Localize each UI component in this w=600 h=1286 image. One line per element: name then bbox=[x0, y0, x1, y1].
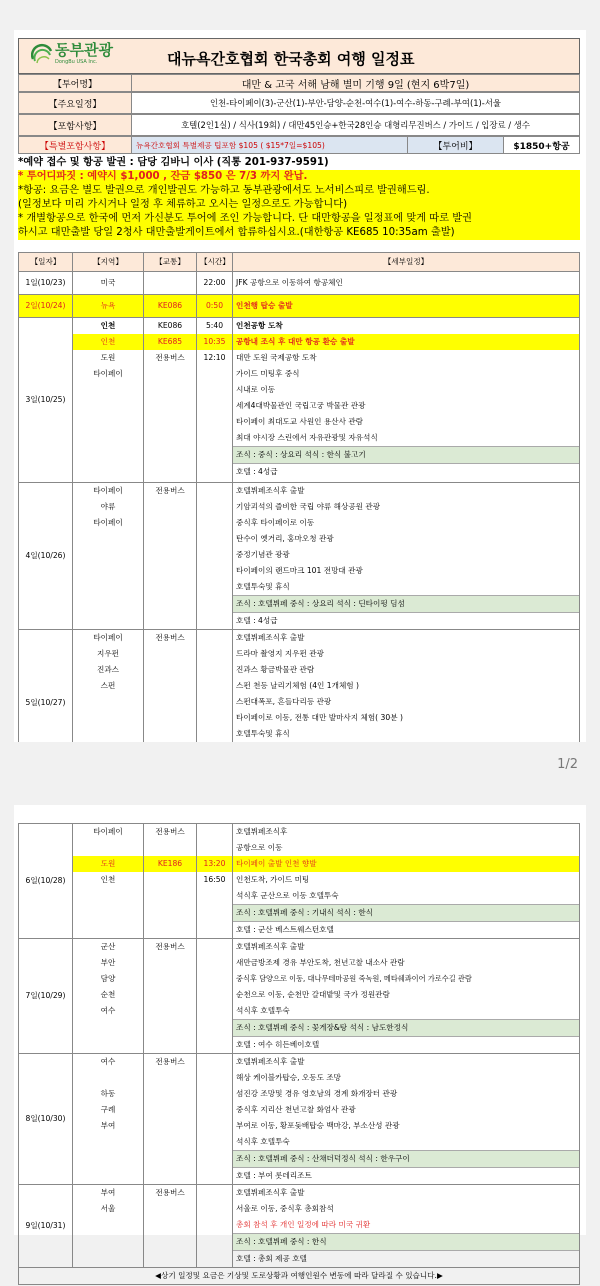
day4-line-3: 중식후 타이페이로 이동 bbox=[236, 518, 315, 527]
day4-meals: 조식 : 호텔뷔페 중식 : 상요리 석식 : 딘타이펑 딤섬 bbox=[233, 595, 579, 612]
notice-booking: *예약 접수 및 항공 발권 : 담당 김바니 이사 (직통 201-937-9591) bbox=[18, 157, 329, 168]
day2-transport: KE086 bbox=[144, 295, 197, 318]
day3-line-3: 시내로 이동 bbox=[236, 385, 276, 394]
day6-region-1: 타이페이 bbox=[93, 827, 123, 836]
day7-detail bbox=[233, 939, 580, 1054]
day4-detail bbox=[233, 483, 580, 630]
day6-meals: 조식 : 호텔뷔페 중식 : 기내식 석식 : 한식 bbox=[233, 904, 579, 921]
day9-line-1: 호텔뷔페조식후 출발 bbox=[236, 1188, 305, 1197]
header-box bbox=[18, 38, 580, 74]
day5-transport: 전용버스 bbox=[155, 633, 185, 642]
logo-subtext: DongBu USA Inc. bbox=[55, 59, 98, 65]
day8-transport-cell bbox=[144, 1054, 197, 1185]
day8-transport: 전용버스 bbox=[155, 1057, 185, 1066]
day8-meals: 조식 : 호텔뷔페 중식 : 산채더덕정식 석식 : 한우구이 bbox=[233, 1150, 579, 1167]
day6-line-1: 호텔뷔페조식후 bbox=[236, 827, 288, 836]
col-time-header: 【시간】 bbox=[197, 253, 233, 272]
page-2 bbox=[14, 805, 586, 1280]
day8-line-6: 석식후 호텔투숙 bbox=[236, 1137, 290, 1146]
page-title: 대뉴욕간호협회 한국총회 여행 일정표 bbox=[167, 50, 415, 68]
day7-regions bbox=[73, 939, 144, 1054]
day8-hotel: 호텔 : 부여 롯데리조트 bbox=[233, 1167, 579, 1184]
day9-time bbox=[197, 1185, 233, 1268]
day4-regions bbox=[73, 483, 144, 630]
day5-region-1: 타이페이 bbox=[93, 633, 123, 642]
day6-line-4: 인천도착, 가이드 미팅 bbox=[236, 875, 310, 884]
day3-transport-2: KE685 bbox=[144, 334, 196, 350]
day7-transport: 전용버스 bbox=[155, 942, 185, 951]
col-detail-header: 【세부일정】 bbox=[233, 253, 580, 272]
day1-row bbox=[19, 272, 580, 295]
day3-regions bbox=[73, 318, 144, 483]
day2-detail: 인천행 탑승 출발 bbox=[233, 295, 580, 318]
day9-meals: 조식 : 호텔뷔페 중식 : 한식 bbox=[233, 1233, 579, 1250]
day3-line-5: 타이페이 최대도교 사원인 용산사 관람 bbox=[236, 417, 364, 426]
day8-row bbox=[19, 1054, 580, 1185]
day2-time: 0:50 bbox=[197, 295, 233, 318]
day4-date: 4일(10/26) bbox=[19, 483, 73, 630]
day4-line-1: 호텔뷔페조식후 출발 bbox=[236, 486, 305, 495]
day8-time bbox=[197, 1054, 233, 1185]
col-transport-header: 【교통】 bbox=[144, 253, 197, 272]
day5-line-6: 타이페이로 이동, 전통 대만 발마사지 체험( 30분 ) bbox=[236, 713, 403, 722]
notice-deposit: * 투어디파짓 : 예약시 $1,000 , 잔금 $850 은 7/3 까지 완납. bbox=[18, 170, 580, 184]
day6-time-3: 16:50 bbox=[203, 875, 226, 884]
day3-region-3: 도원 bbox=[100, 353, 116, 362]
schedule-label: 【주요일정】 bbox=[19, 93, 132, 113]
day9-date: 9일(10/31) bbox=[19, 1185, 73, 1268]
day9-region-2: 서울 bbox=[100, 1204, 116, 1213]
day6-transport-2: KE186 bbox=[144, 856, 196, 872]
day7-hotel: 호텔 : 여수 히든베이호텔 bbox=[233, 1036, 579, 1053]
day8-region-3: 하동 bbox=[100, 1089, 116, 1098]
day6-times bbox=[197, 824, 233, 939]
day7-time bbox=[197, 939, 233, 1054]
day5-region-4: 스펀 bbox=[100, 681, 116, 690]
day3-time-1: 5:40 bbox=[205, 321, 224, 330]
day3-meals: 조식 : 중식 : 상요리 석식 : 한식 불고기 bbox=[233, 446, 579, 463]
day6-time-2: 13:20 bbox=[197, 856, 232, 872]
day4-line-2: 기암괴석의 즐비한 국립 야류 해상공원 관광 bbox=[236, 502, 381, 511]
day9-hotel: 호텔 : 총회 제공 호텔 bbox=[233, 1250, 579, 1267]
day8-region-4: 구례 bbox=[100, 1105, 116, 1114]
itinerary-table-2 bbox=[18, 823, 580, 1285]
day4-line-7: 호텔투숙및 휴식 bbox=[236, 582, 290, 591]
logo-icon bbox=[31, 43, 53, 65]
day5-region-3: 진과스 bbox=[96, 665, 119, 674]
day6-line-3: 타이페이 출발 인천 향발 bbox=[233, 856, 579, 872]
day3-transports bbox=[144, 318, 197, 483]
day8-line-5: 부여로 이동, 황포돛배탑승 백마강, 부소산성 관광 bbox=[236, 1121, 400, 1130]
includes-value: 호텔(2인1실) / 식사(19회) / 대만45인승+한국28인승 대형리무진버스 / 가이드 / 입장료 / 생수 bbox=[181, 120, 530, 130]
day8-line-4: 중식후 지리산 천년고찰 화엄사 관광 bbox=[236, 1105, 356, 1114]
day8-line-2: 해상 케이블카탑승, 오동도 조망 bbox=[236, 1073, 342, 1082]
day6-detail bbox=[233, 824, 580, 939]
day7-line-2: 새만금방조제 경유 부안도착, 천년고찰 내소사 관람 bbox=[236, 958, 405, 967]
day4-row bbox=[19, 483, 580, 630]
day3-detail-2: 공항내 조식 후 대만 항공 환승 출발 bbox=[233, 334, 579, 350]
page-gap bbox=[0, 742, 600, 805]
day5-date: 5일(10/27) bbox=[19, 630, 73, 777]
includes-label: 【포함사항】 bbox=[19, 115, 132, 135]
day4-transport-cell bbox=[144, 483, 197, 630]
itinerary-table-1 bbox=[18, 252, 580, 777]
day8-line-3: 섬진강 조망및 경유 영호남의 경계 화개장터 관광 bbox=[236, 1089, 398, 1098]
fee-value: $1850+항공 bbox=[513, 141, 570, 152]
notice-extend: (일정보다 미리 가시거나 일정 후 체류하고 오시는 일정으로도 가능합니다) bbox=[18, 198, 580, 212]
day4-region-2: 야류 bbox=[100, 502, 116, 511]
day7-region-4: 순천 bbox=[100, 990, 116, 999]
day9-row bbox=[19, 1185, 580, 1268]
day3-detail bbox=[233, 318, 580, 483]
day6-regions bbox=[73, 824, 144, 939]
day7-line-3: 중식후 담양으로 이동, 대나무테마공원 죽녹원, 메타쉐콰이어 가로수길 관람 bbox=[236, 974, 472, 983]
day5-line-5: 스펀대폭포, 흔들다리등 관광 bbox=[236, 697, 332, 706]
day6-date: 6일(10/28) bbox=[19, 824, 73, 939]
includes-row bbox=[18, 114, 580, 136]
day1-region: 미국 bbox=[73, 272, 144, 295]
schedule-row bbox=[18, 92, 580, 114]
day3-line-1: 대만 도원 국제공항 도착 bbox=[236, 353, 317, 362]
day4-region-1: 타이페이 bbox=[93, 486, 123, 495]
day9-detail bbox=[233, 1185, 580, 1268]
day4-line-4: 탄수이 옛거리, 홍마오청 관광 bbox=[236, 534, 334, 543]
day7-line-5: 석식후 호텔투숙 bbox=[236, 1006, 290, 1015]
day3-date: 3일(10/25) bbox=[19, 318, 73, 483]
day5-line-3: 진과스 황금박물관 관람 bbox=[236, 665, 315, 674]
day3-line-2: 가이드 미팅후 중식 bbox=[236, 369, 300, 378]
day5-line-2: 드라마 촬영지 지우펀 관광 bbox=[236, 649, 324, 658]
day7-meals: 조식 : 호텔뷔페 중식 : 꽃게장&탕 석식 : 남도한정식 bbox=[233, 1019, 579, 1036]
day9-transport: 전용버스 bbox=[155, 1188, 185, 1197]
day1-detail: JFK 공항으로 이동하여 항공체인 bbox=[233, 272, 580, 295]
tour-name-value: 대만 & 고국 서해 남해 별미 기행 9일 (현지 6박7일) bbox=[241, 79, 470, 91]
day3-region-2: 인천 bbox=[73, 334, 143, 350]
day3-region-4: 타이페이 bbox=[93, 369, 123, 378]
day7-line-4: 순천으로 이동, 순천만 갈대밭및 국가 정원관람 bbox=[236, 990, 390, 999]
company-logo bbox=[31, 41, 131, 73]
tour-name-label: 【투어명】 bbox=[19, 75, 132, 91]
page-1 bbox=[14, 30, 586, 742]
day5-line-7: 호텔투숙및 휴식 bbox=[236, 729, 290, 738]
day6-hotel: 호텔 : 군산 베스트웨스턴호텔 bbox=[233, 921, 579, 938]
day3-region-1: 인천 bbox=[100, 321, 116, 330]
day3-transport-3: 전용버스 bbox=[155, 353, 185, 362]
day5-line-1: 호텔뷔페조식후 출발 bbox=[236, 633, 305, 642]
day4-hotel: 호텔 : 4성급 bbox=[233, 612, 579, 629]
day8-line-1: 호텔뷔페조식후 출발 bbox=[236, 1057, 305, 1066]
day9-regions bbox=[73, 1185, 144, 1268]
day4-transport: 전용버스 bbox=[155, 486, 185, 495]
special-label: 【특별포함사항】 bbox=[19, 137, 132, 153]
col-day-header: 【일자】 bbox=[19, 253, 73, 272]
day2-date: 2일(10/24) bbox=[19, 295, 73, 318]
special-row bbox=[18, 136, 580, 154]
day3-row bbox=[19, 318, 580, 483]
day3-time-3: 12:10 bbox=[203, 353, 226, 362]
day6-row bbox=[19, 824, 580, 939]
day8-detail bbox=[233, 1054, 580, 1185]
day5-line-4: 스펀 천등 날리기체험 (4인 1개체험 ) bbox=[236, 681, 360, 690]
day8-regions bbox=[73, 1054, 144, 1185]
day7-region-2: 부안 bbox=[100, 958, 116, 967]
day3-detail-1: 인천공항 도착 bbox=[236, 321, 283, 330]
day4-time bbox=[197, 483, 233, 630]
day3-time-2: 10:35 bbox=[197, 334, 232, 350]
day7-transport-cell bbox=[144, 939, 197, 1054]
day5-region-2: 지우펀 bbox=[96, 649, 119, 658]
day1-transport bbox=[144, 272, 197, 295]
day7-date: 7일(10/29) bbox=[19, 939, 73, 1054]
day6-line-5: 석식후 군산으로 이동 호텔투숙 bbox=[236, 891, 339, 900]
footer-row bbox=[19, 1268, 580, 1285]
day3-times bbox=[197, 318, 233, 483]
day7-region-3: 담양 bbox=[100, 974, 116, 983]
day3-line-4: 세계4대박물관인 국립고궁 박물관 관광 bbox=[236, 401, 366, 410]
day1-date: 1일(10/23) bbox=[19, 272, 73, 295]
day9-region-1: 부여 bbox=[100, 1188, 116, 1197]
day3-line-6: 최대 야시장 스린에서 자유관광및 자유석식 bbox=[236, 433, 378, 442]
day9-line-2: 서울로 이동, 중식후 총회참석 bbox=[236, 1204, 334, 1213]
day6-transport-1: 전용버스 bbox=[155, 827, 185, 836]
fee-label: 【투어비】 bbox=[407, 137, 504, 153]
day6-transports bbox=[144, 824, 197, 939]
notice-individual-1: * 개별항공으로 한국에 먼저 가신분도 투어에 조인 가능합니다. 단 대만항공을 일정표에 맞게 따로 발권 bbox=[18, 212, 580, 226]
day6-region-3: 인천 bbox=[100, 875, 116, 884]
col-region-header: 【지역】 bbox=[73, 253, 144, 272]
day8-region-1: 여수 bbox=[100, 1057, 116, 1066]
day4-region-3: 타이페이 bbox=[93, 518, 123, 527]
tour-name-row bbox=[18, 74, 580, 92]
day1-time: 22:00 bbox=[197, 272, 233, 295]
day3-transport-1: KE086 bbox=[157, 321, 183, 330]
day9-transport-cell bbox=[144, 1185, 197, 1268]
page-number: 1/2 bbox=[557, 757, 578, 772]
notice-block bbox=[18, 156, 580, 240]
footer-note: ◀상기 일정및 요금은 기상및 도로상황과 여행인원수 변동에 따라 달라질 수 있습니다.▶ bbox=[19, 1268, 580, 1285]
day4-line-5: 중정기념관 광광 bbox=[236, 550, 290, 559]
special-value: 뉴욕간호협회 특별제공 팁포함 $105 ( $15*7일=$105) bbox=[132, 137, 409, 153]
notice-air: *항공: 요금은 별도 발권으로 개인발권도 가능하고 동부관광에서도 노서비스피로 발권해드림. bbox=[18, 184, 580, 198]
day8-date: 8일(10/30) bbox=[19, 1054, 73, 1185]
day7-region-5: 여수 bbox=[100, 1006, 116, 1015]
schedule-value: 인천-타이페이(3)-군산(1)-부안-담양-순천-여수(1)-여수-하동-구례-부여(1)-서울 bbox=[209, 98, 502, 108]
day6-line-2: 공항으로 이동 bbox=[236, 843, 283, 852]
day6-region-2: 도원 bbox=[73, 856, 143, 872]
day3-hotel: 호텔 : 4성급 bbox=[233, 463, 579, 480]
day8-region-5: 부여 bbox=[100, 1121, 116, 1130]
day4-line-6: 타이페이의 랜드마크 101 전망대 관광 bbox=[236, 566, 363, 575]
day9-line-red: 총회 참석 후 개인 일정에 따라 미국 귀환 bbox=[236, 1220, 371, 1229]
notice-individual-2: 하시고 대만출발 당일 2청사 대만출발게이트에서 합류하십시요.(대한항공 KE685 10:35am 출발) bbox=[18, 226, 580, 240]
day2-region: 뉴욕 bbox=[73, 295, 144, 318]
day2-row bbox=[19, 295, 580, 318]
day7-row bbox=[19, 939, 580, 1054]
logo-text: 동부관광 bbox=[55, 41, 113, 59]
day7-line-1: 호텔뷔페조식후 출발 bbox=[236, 942, 305, 951]
day7-region-1: 군산 bbox=[100, 942, 116, 951]
